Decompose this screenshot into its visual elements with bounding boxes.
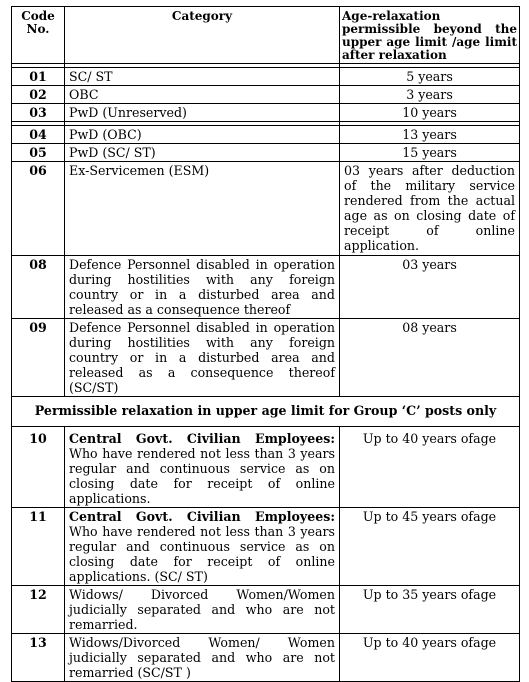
value-cell: Up to 40 years ofage bbox=[340, 634, 520, 682]
value-cell: 03 years bbox=[340, 256, 520, 319]
table-header-row bbox=[12, 7, 520, 64]
category-cell bbox=[65, 634, 340, 682]
value-cell: 03 years after deduction of the military service rendered from the actual age as on closing date of receipt of online application. bbox=[340, 162, 520, 256]
category-text: Widows/Divorced Women/ Women judicially separated and who are not remarried (SC/ST ) bbox=[69, 635, 335, 680]
value-cell: 10 years bbox=[340, 104, 520, 122]
value-cell: 15 years bbox=[340, 144, 520, 162]
value-cell: Up to 40 years ofage bbox=[340, 427, 520, 508]
table-row bbox=[12, 104, 520, 122]
table-row bbox=[12, 126, 520, 144]
header-age-relaxation: Age-relaxation permissible beyond the upper age limit /age limit after relaxation bbox=[340, 7, 520, 64]
code-cell: 06 bbox=[12, 162, 65, 256]
section-row bbox=[12, 397, 520, 427]
code-cell: 12 bbox=[12, 586, 65, 634]
table-row bbox=[12, 634, 520, 682]
category-text: Who have rendered not less than 3 years regular and continuous service as on closing date for receipt of online applications. bbox=[69, 446, 335, 506]
table-row bbox=[12, 319, 520, 397]
table-row bbox=[12, 162, 520, 256]
table-row bbox=[12, 86, 520, 104]
code-cell: 09 bbox=[12, 319, 65, 397]
code-cell: 08 bbox=[12, 256, 65, 319]
code-cell: 03 bbox=[12, 104, 65, 122]
category-text: Widows/ Divorced Women/Women judicially separated and who are not remarried. bbox=[69, 587, 335, 632]
category-cell: OBC bbox=[65, 86, 340, 104]
table-row bbox=[12, 144, 520, 162]
category-cell: SC/ ST bbox=[65, 68, 340, 86]
category-cell: PwD (SC/ ST) bbox=[65, 144, 340, 162]
value-cell: Up to 45 years ofage bbox=[340, 508, 520, 586]
code-cell: 05 bbox=[12, 144, 65, 162]
category-cell bbox=[65, 586, 340, 634]
code-cell: 10 bbox=[12, 427, 65, 508]
table-row bbox=[12, 508, 520, 586]
category-cell: Defence Personnel disabled in operation during hostilities with any foreign country or in a disturbed area and released as a consequence thereof (SC/ST) bbox=[65, 319, 340, 397]
code-cell: 01 bbox=[12, 68, 65, 86]
category-cell: Defence Personnel disabled in operation during hostilities with any foreign country or in a disturbed area and released as a consequence thereof bbox=[65, 256, 340, 319]
table-row bbox=[12, 256, 520, 319]
value-cell: 3 years bbox=[340, 86, 520, 104]
header-code: Code No. bbox=[12, 7, 65, 64]
age-relaxation-table bbox=[11, 6, 520, 682]
value-cell: 08 years bbox=[340, 319, 520, 397]
table-row bbox=[12, 427, 520, 508]
value-cell: Up to 35 years ofage bbox=[340, 586, 520, 634]
category-cell: Ex-Servicemen (ESM) bbox=[65, 162, 340, 256]
category-cell bbox=[65, 508, 340, 586]
category-cell: PwD (OBC) bbox=[65, 126, 340, 144]
category-text: Who have rendered not less than 3 years regular and continuous service as on closing date for receipt of online applications. (SC/ ST) bbox=[69, 524, 335, 584]
category-bold-label: Central Govt. Civilian Employees: bbox=[69, 431, 335, 446]
table-row bbox=[12, 586, 520, 634]
code-cell: 13 bbox=[12, 634, 65, 682]
value-cell: 5 years bbox=[340, 68, 520, 86]
code-cell: 02 bbox=[12, 86, 65, 104]
category-bold-label: Central Govt. Civilian Employees: bbox=[69, 509, 335, 524]
header-category: Category bbox=[65, 7, 340, 64]
category-cell: PwD (Unreserved) bbox=[65, 104, 340, 122]
table-row bbox=[12, 68, 520, 86]
section-title: Permissible relaxation in upper age limit for Group ‘C’ posts only bbox=[12, 397, 520, 427]
category-cell bbox=[65, 427, 340, 508]
code-cell: 04 bbox=[12, 126, 65, 144]
code-cell: 11 bbox=[12, 508, 65, 586]
value-cell: 13 years bbox=[340, 126, 520, 144]
